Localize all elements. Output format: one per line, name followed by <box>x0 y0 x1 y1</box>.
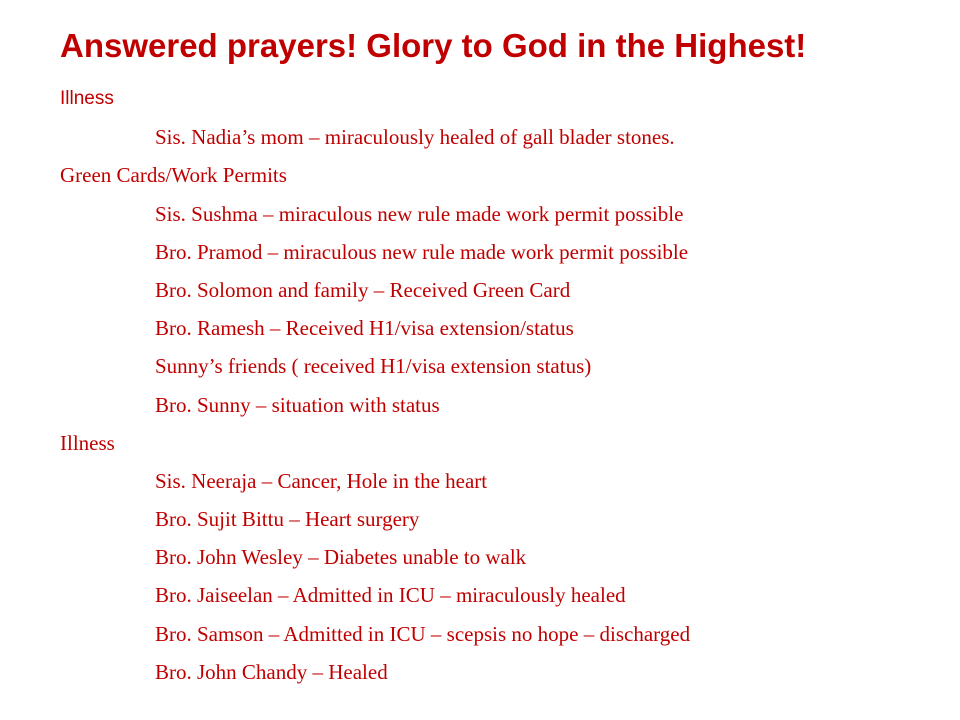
list-item: Bro. Ramesh – Received H1/visa extension/status <box>155 316 574 341</box>
list-item: Bro. Samson – Admitted in ICU – scepsis no hope – discharged <box>155 621 691 646</box>
list-item: Bro. Pramod – miraculous new rule made work permit possible <box>155 239 689 264</box>
list-item: Bro. Solomon and family – Received Green Card <box>155 277 571 302</box>
section-heading-green-cards: Green Cards/Work Permits <box>60 163 287 188</box>
list-item: Bro. John Wesley – Diabetes unable to walk <box>155 545 527 570</box>
list-item: Bro. Jaiseelan – Admitted in ICU – miraculously healed <box>155 583 626 608</box>
list-item: Sis. Sushma – miraculous new rule made work permit possible <box>155 201 684 226</box>
section-heading-illness: Illness <box>60 88 114 109</box>
list-item: Sis. Neeraja – Cancer, Hole in the heart <box>155 468 488 493</box>
slide-title: Answered prayers! Glory to God in the Highest! <box>60 27 807 64</box>
list-item: Bro. John Chandy – Healed <box>155 659 388 684</box>
list-item: Bro. Sujit Bittu – Heart surgery <box>155 507 420 532</box>
list-item: Sis. Nadia’s mom – miraculously healed of gall blader stones. <box>155 125 675 150</box>
slide-body <box>60 80 940 691</box>
list-item: Sunny’s friends ( received H1/visa extension status) <box>155 354 592 379</box>
section-heading-illness-2: Illness <box>60 430 115 455</box>
list-item: Bro. Sunny – situation with status <box>155 392 440 417</box>
